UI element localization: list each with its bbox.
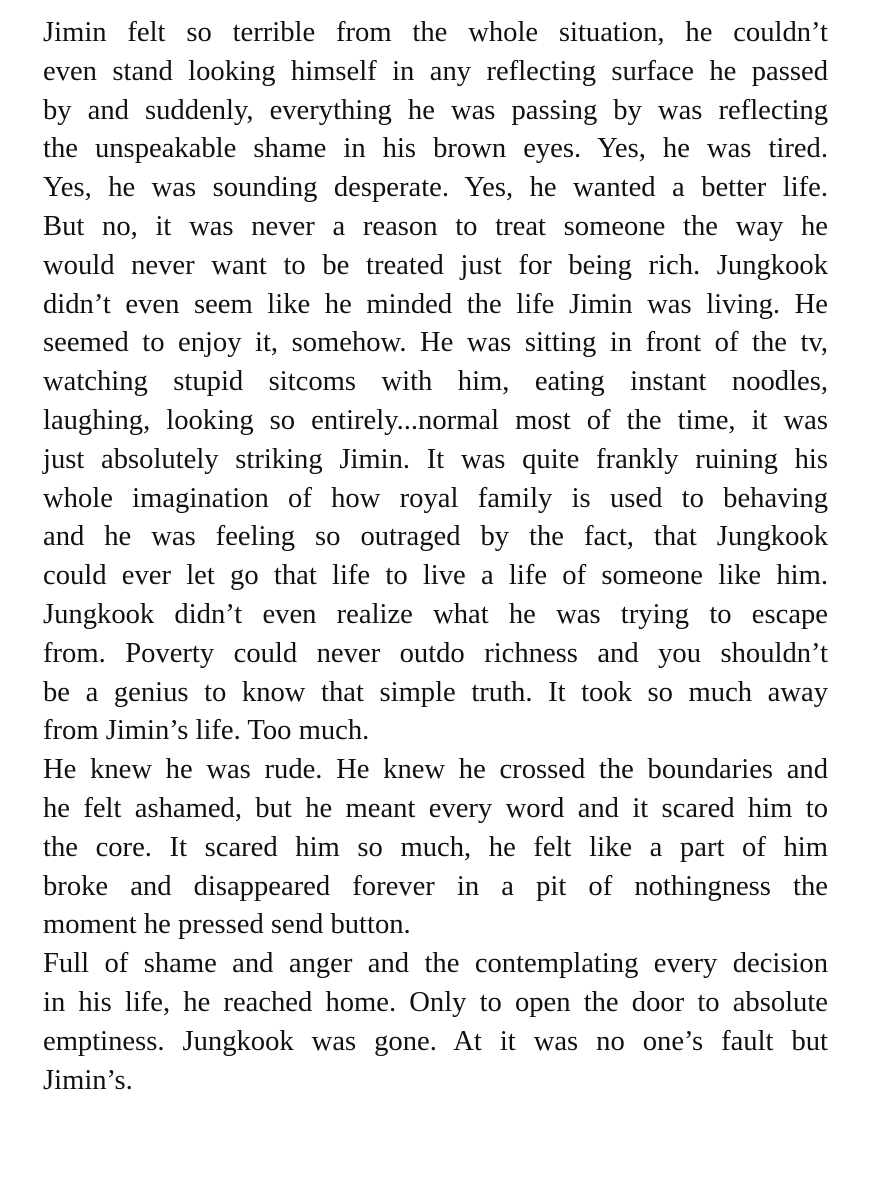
- text-line: the core. It scared him so much, he felt like a part of him: [43, 831, 828, 863]
- text-line: and he was feeling so outraged by the fact, that Jungkook: [43, 521, 828, 553]
- text-line: the unspeakable shame in his brown eyes. Yes, he was tired.: [43, 133, 828, 165]
- text-line: seemed to enjoy it, somehow. He was sitting in front of the tv,: [43, 327, 828, 359]
- paragraph-2: [43, 751, 828, 945]
- story-text: [43, 14, 828, 1100]
- text-line: Jimin felt so terrible from the whole situation, he couldn’t: [43, 17, 828, 48]
- text-line: Jungkook didn’t even realize what he was trying to escape: [43, 598, 828, 630]
- text-line: whole imagination of how royal family is used to behaving: [43, 482, 828, 514]
- text-line: Jimin’s.: [43, 1064, 133, 1096]
- text-line: be a genius to know that simple truth. It took so much away: [43, 676, 828, 708]
- text-line: would never want to be treated just for being rich. Jungkook: [43, 249, 828, 281]
- paragraph-3: [43, 945, 828, 1100]
- text-line: he felt ashamed, but he meant every word and it scared him to: [43, 792, 828, 824]
- text-line: laughing, looking so entirely...normal most of the time, it was: [43, 404, 828, 436]
- text-line: Full of shame and anger and the contemplating every decision: [43, 948, 828, 980]
- text-line: didn’t even seem like he minded the life Jimin was living. He: [43, 288, 828, 320]
- text-line: from Jimin’s life. Too much.: [43, 715, 370, 747]
- text-line: watching stupid sitcoms with him, eating instant noodles,: [43, 366, 828, 398]
- text-line: in his life, he reached home. Only to open the door to absolute: [43, 986, 828, 1018]
- text-line: could ever let go that life to live a life of someone like him.: [43, 560, 828, 592]
- text-line: even stand looking himself in any reflecting surface he passed: [43, 55, 828, 87]
- text-line: But no, it was never a reason to treat someone the way he: [43, 210, 828, 242]
- text-line: emptiness. Jungkook was gone. At it was no one’s fault but: [43, 1025, 828, 1057]
- text-line: from. Poverty could never outdo richness and you shouldn’t: [43, 637, 828, 669]
- text-line: by and suddenly, everything he was passing by was reflecting: [43, 94, 828, 126]
- paragraph-1: [43, 14, 828, 751]
- text-line: Yes, he was sounding desperate. Yes, he wanted a better life.: [43, 172, 828, 204]
- text-line: broke and disappeared forever in a pit of nothingness the: [43, 870, 828, 902]
- text-line: He knew he was rude. He knew he crossed the boundaries and: [43, 754, 828, 786]
- text-line: moment he pressed send button.: [43, 909, 411, 941]
- text-line: just absolutely striking Jimin. It was quite frankly ruining his: [43, 443, 828, 475]
